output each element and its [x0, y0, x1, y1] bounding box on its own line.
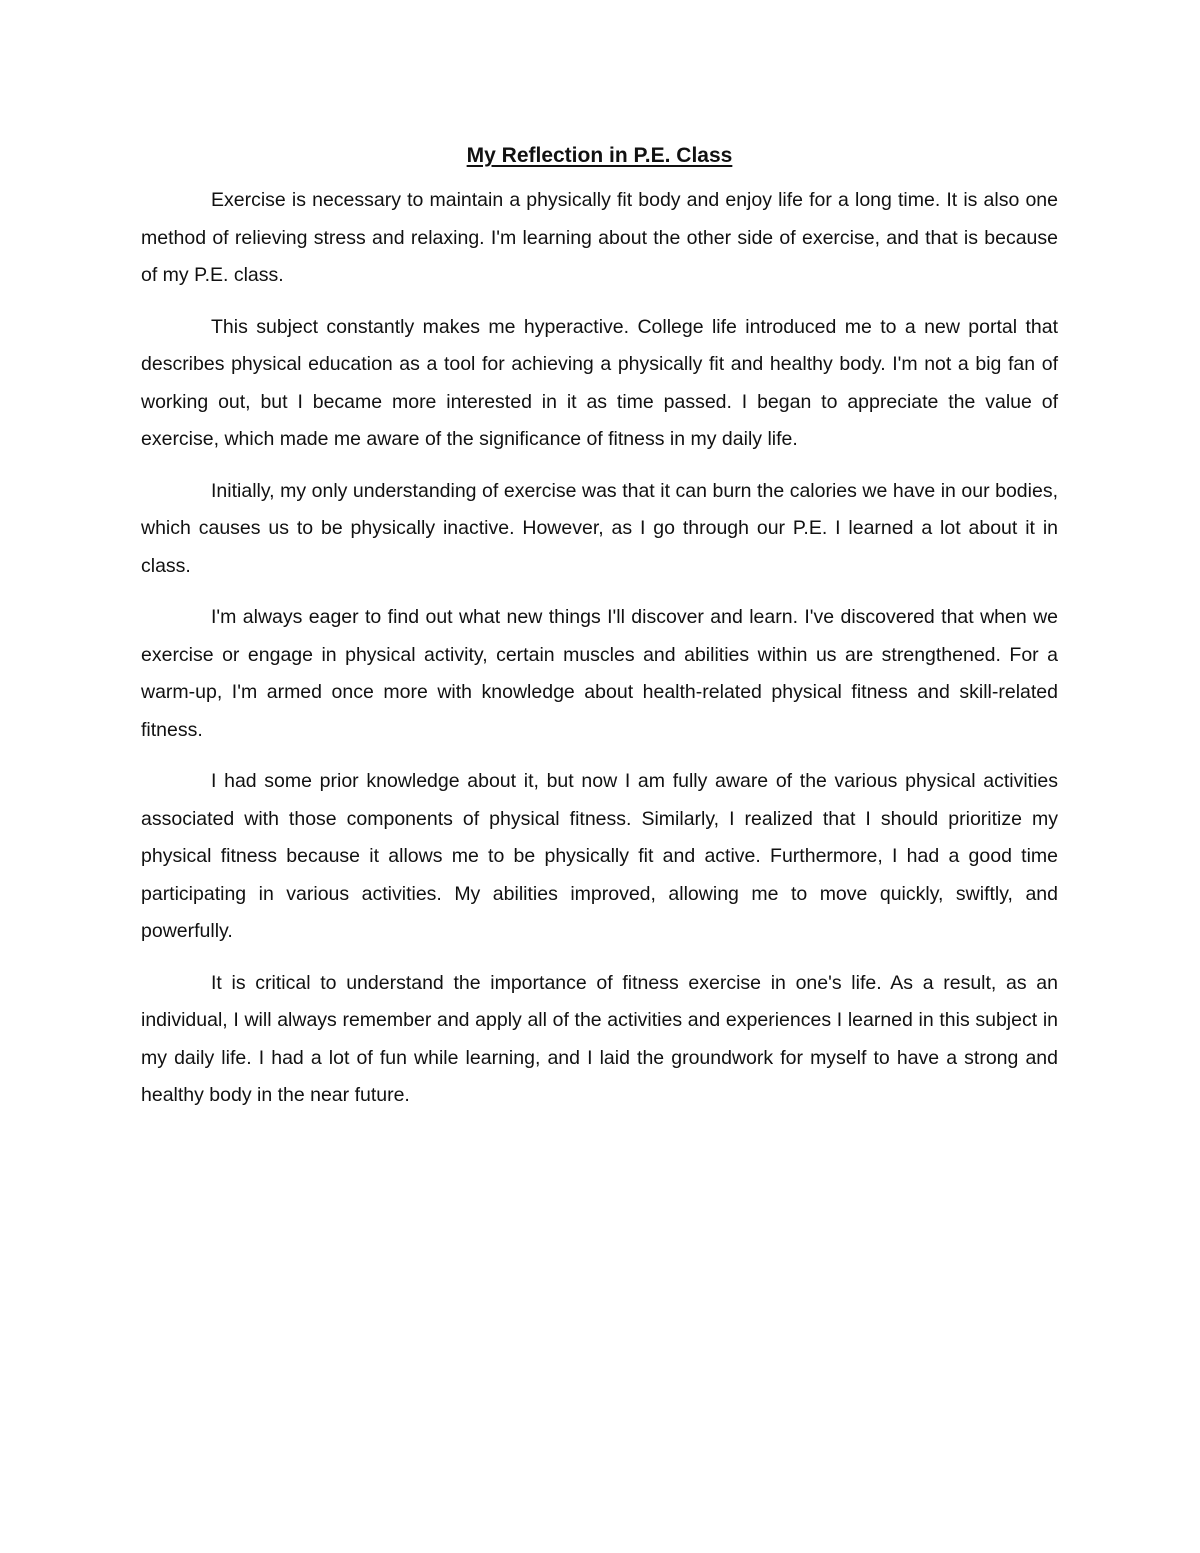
- paragraph-6: It is critical to understand the importance of fitness exercise in one's life. As a result, as an individual, I will always remember and apply all of the activities and experiences I learned in this subject in my daily life. I had a lot of fun while learning, and I laid the groundwork for myself to have a strong and healthy body in the near future.: [141, 971, 1058, 1106]
- paragraph-3: Initially, my only understanding of exercise was that it can burn the calories we have in our bodies, which causes us to be physically inactive. However, as I go through our P.E. I learned a lot about it in class.: [141, 479, 1058, 577]
- document-page: [141, 140, 1058, 1129]
- paragraph-4: I'm always eager to find out what new things I'll discover and learn. I've discovered that when we exercise or engage in physical activity, certain muscles and abilities within us are strengthened. For a warm-up, I'm armed once more with knowledge about health-related physical fitness and skill-related fitness.: [141, 606, 1058, 741]
- document-title: My Reflection in P.E. Class: [466, 144, 733, 167]
- paragraph-1: Exercise is necessary to maintain a physically fit body and enjoy life for a long time. It is also one method of relieving stress and relaxing. I'm learning about the other side of exercise, and that is because of my P.E. class.: [141, 189, 1058, 286]
- paragraph-5: I had some prior knowledge about it, but now I am fully aware of the various physical activities associated with those components of physical fitness. Similarly, I realized that I should prioritize my physical fitness because it allows me to be physically fit and active. Furthermore, I had a good time participating in various activities. My abilities improved, allowing me to move quickly, swiftly, and powerfully.: [141, 770, 1058, 942]
- paragraph-2: This subject constantly makes me hyperactive. College life introduced me to a new portal that describes physical education as a tool for achieving a physically fit and healthy body. I'm not a big fan of working out, but I became more interested in it as time passed. I began to appreciate the value of exercise, which made me aware of the significance of fitness in my daily life.: [141, 315, 1058, 450]
